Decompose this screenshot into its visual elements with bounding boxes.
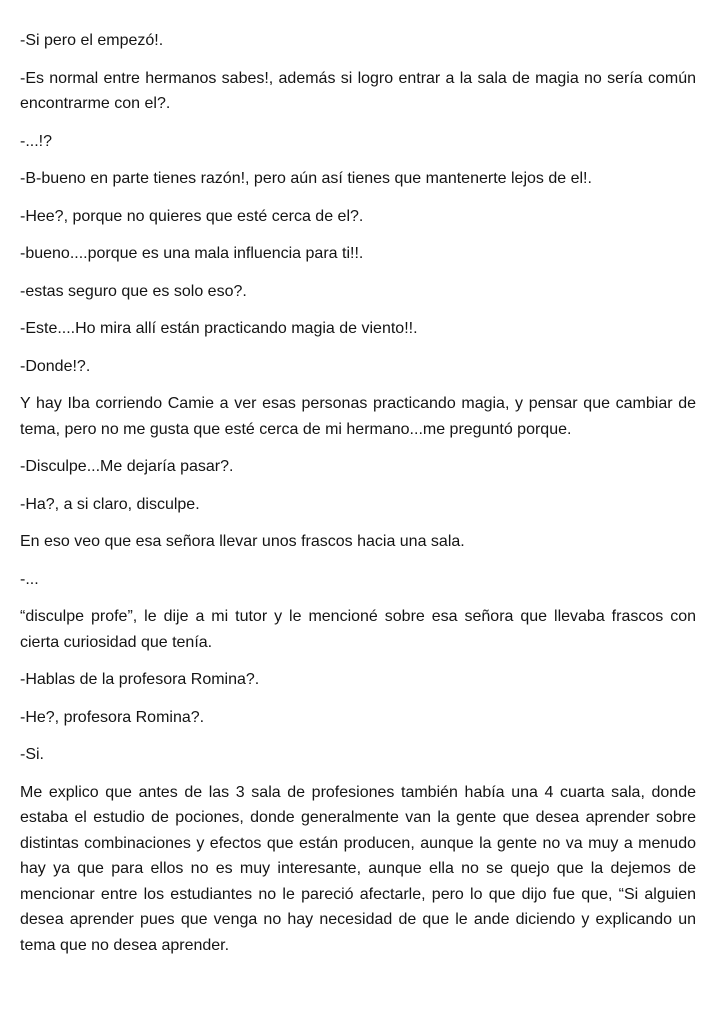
paragraph-1: -Si pero el empezó!. — [20, 32, 164, 49]
paragraph-18: -Si. — [20, 746, 44, 763]
paragraph-9: -Donde!?. — [20, 357, 91, 375]
paragraph-13: En eso veo que esa señora llevar unos frascos hacia una sala. — [20, 533, 465, 550]
paragraph-17: -He?, profesora Romina?. — [20, 708, 205, 726]
paragraph-10: Y hay Iba corriendo Camie a ver esas personas practicando magia, y pensar que cambiar de tema, pero no me gusta que esté cerca de mi hermano...me preguntó porque. — [20, 395, 696, 438]
paragraph-16: -Hablas de la profesora Romina?. — [20, 671, 260, 688]
paragraph-19: Me explico que antes de las 3 sala de profesiones también había una 4 cuarta sala, donde estaba el estudio de pociones, donde generalmente van la gente que desea aprender sobre distintas combinaciones y efectos que están producen, aunque la gente no va muy a menudo hay ya que para ellos no es muy interesante, aunque ella no se quejo que la dejemos de mencionar entre los estudiantes no le pareció afectarle, pero lo que dijo fue que, “Si alguien desea aprender pues que venga no hay necesidad de que le ande diciendo y explicando un tema que no desea aprender. — [20, 783, 696, 954]
paragraph-5: -Hee?, porque no quieres que esté cerca de el?. — [20, 207, 364, 225]
paragraph-3: -...!? — [20, 132, 53, 150]
paragraph-6: -bueno....porque es una mala influencia para ti!!. — [20, 245, 364, 262]
paragraph-8: -Este....Ho mira allí están practicando magia de viento!!. — [20, 320, 418, 337]
paragraph-4: -B-bueno en parte tienes razón!, pero aún así tienes que mantenerte lejos de el!. — [20, 170, 592, 187]
paragraph-15: “disculpe profe”, le dije a mi tutor y le mencioné sobre esa señora que llevaba frascos con cierta curiosidad que tenía. — [20, 608, 696, 651]
paragraph-11: -Disculpe...Me dejaría pasar?. — [20, 458, 234, 475]
document-page — [20, 28, 696, 958]
paragraph-7: -estas seguro que es solo eso?. — [20, 282, 247, 300]
paragraph-2: -Es normal entre hermanos sabes!, además si logro entrar a la sala de magia no sería común encontrarme con el?. — [20, 69, 696, 112]
paragraph-12: -Ha?, a si claro, disculpe. — [20, 495, 200, 513]
paragraph-14: -... — [20, 570, 39, 588]
